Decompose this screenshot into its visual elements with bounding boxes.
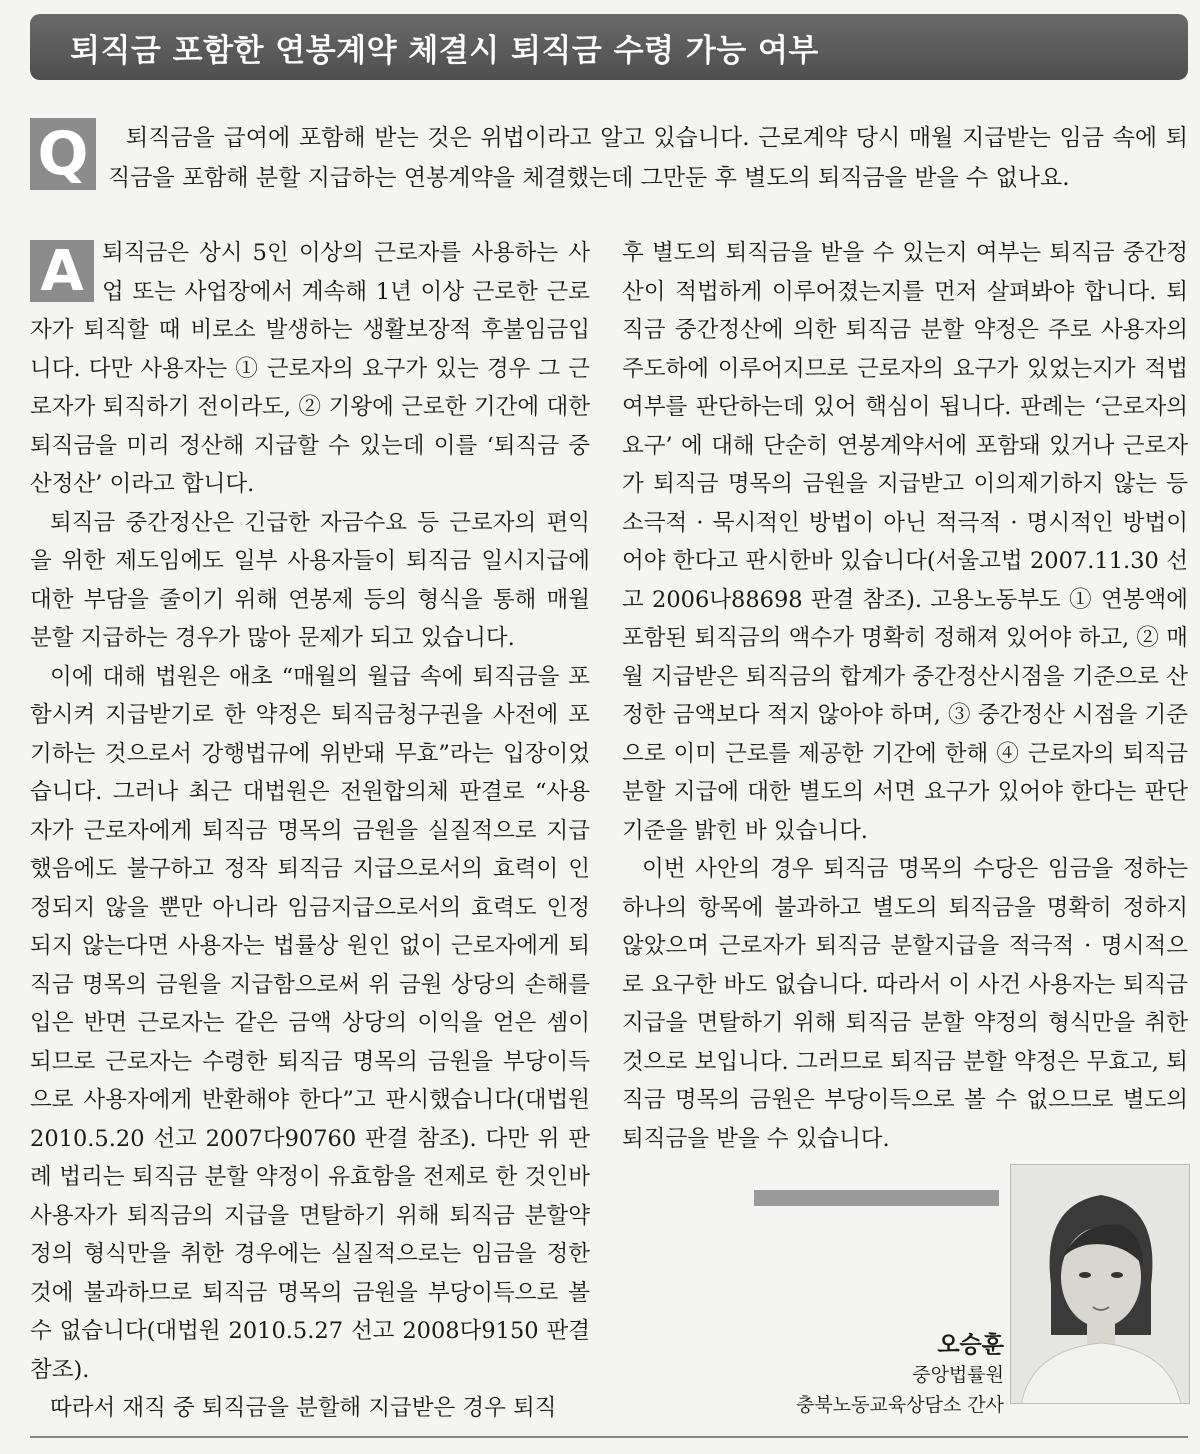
author-name: 오승훈: [937, 1332, 1004, 1358]
answer-paragraph: 이번 사안의 경우 퇴직금 명목의 수당은 임금을 정하는 하나의 항목에 불과하고 별도의 퇴직금을 명확히 정하지 않았으며 근로자가 퇴직금 분할지급을 적극적 · 명시적으로 요구한 바도 없습니다. 따라서 이 사건 사용자는 퇴직금 지급을 면탈하기 위해 퇴직금 분할 약정의 형식만을 취한 것으로 보입니다. 그러므로 퇴직금 분할 약정은 무효고, 퇴직금 명목의 금원은 부당이득으로 볼 수 없으므로 별도의 퇴직금을 받을 수 있습니다.: [622, 856, 1188, 1152]
a-badge-spacer: [30, 234, 102, 304]
answer-column-left: [30, 234, 590, 1428]
answer-paragraph: 따라서 재직 중 퇴직금을 분할해 지급받은 경우 퇴직: [50, 1395, 557, 1421]
answer-paragraph: 후 별도의 퇴직금을 받을 수 있는지 여부는 퇴직금 중간정산이 적법하게 이루어졌는지를 먼저 살펴봐야 합니다. 퇴직금 중간정산에 의한 퇴직금 분할 약정은 주로 사용자의 주도하에 이루어지므로 근로자의 요구가 있었는지가 적법 여부를 판단하는데 있어 핵심이 됩니다. 판례는 ‘근로자의 요구’ 에 대해 단순히 연봉계약서에 포함돼 있거나 근로자가 퇴직금 명목의 금원을 지급받고 이의제기하지 않는 등 소극적 · 묵시적인 방법이 아닌 적극적 · 명시적인 방법이어야 한다고 판시한바 있습니다(서울고법 2007.11.30 선고 2006나88698 판결 참조). 고용노동부도 ① 연봉액에 포함된 퇴직금의 액수가 명확히 정해져 있어야 하고, ② 매월 지급받은 퇴직금의 합계가 중간정산시점을 기준으로 산정한 금액보다 적지 않아야 하며, ③ 중간정산 시점을 기준으로 이미 근로를 제공한 기간에 한해 ④ 근로자의 퇴직금 분할 지급에 대한 별도의 서면 요구가 있어야 한다는 판단기준을 밝힌 바 있습니다.: [622, 240, 1188, 844]
answer-paragraph: 퇴직금 중간정산은 긴급한 자금수요 등 근로자의 편익을 위한 제도임에도 일부 사용자들이 퇴직금 일시지급에 대한 부담을 줄이기 위해 연봉제 등의 형식을 통해 매월 분할 지급하는 경우가 많아 문제가 되고 있습니다.: [30, 509, 590, 651]
author-divider: [754, 1190, 999, 1206]
author-role: 충북노동교육상담소 간사: [796, 1394, 1004, 1416]
author-info: [796, 1330, 1004, 1420]
portrait-illustration: [1011, 1165, 1190, 1404]
article-title: 퇴직금 포함한 연봉계약 체결시 퇴직금 수령 가능 여부: [70, 32, 819, 69]
a-badge: A: [30, 240, 94, 302]
answer-paragraph: 퇴직금은 상시 5인 이상의 근로자를 사용하는 사업 또는 사업장에서 계속해 1년 이상 근로한 근로자가 퇴직할 때 비로소 발생하는 생활보장적 후불임금입니다. 다만 사용자는 ① 근로자의 요구가 있는 경우 그 근로자가 퇴직하기 전이라도, ② 기왕에 근로한 기간에 대한 퇴직금을 미리 정산해 지급할 수 있는데 이를 ‘퇴직금 중산정산’ 이라고 합니다.: [30, 240, 590, 497]
answer-paragraph: 이에 대해 법원은 애초 “매월의 월급 속에 퇴직금을 포함시켜 지급받기로 한 약정은 퇴직금청구권을 사전에 포기하는 것으로서 강행법규에 위반돼 무효”라는 입장이었습니다. 그러나 최근 대법원은 전원합의체 판결로 “사용자가 근로자에게 퇴직금 명목의 금원을 실질적으로 지급했음에도 불구하고 정작 퇴직금 지급으로서의 효력이 인정되지 않을 뿐만 아니라 임금지급으로서의 효력도 인정되지 않는다면 사용자는 법률상 원인 없이 근로자에게 퇴직금 명목의 금원을 지급함으로써 위 금원 상당의 손해를 입은 반면 근로자는 같은 금액 상당의 이익을 얻은 셈이 되므로 근로자는 수령한 퇴직금 명목의 금원을 부당이득으로 사용자에게 반환해야 한다”고 판시했습니다(대법원 2010.5.20 선고 2007다90760 판결 참조). 다만 위 판례 법리는 퇴직금 분할 약정이 유효함을 전제로 한 것인바 사용자가 퇴직금의 지급을 면탈하기 위해 퇴직금 분할약정의 형식만을 취한 경우에는 실질적으로는 임금을 정한 것에 불과하므로 퇴직금 명목의 금원을 부당이득으로 볼 수 없습니다(대법원 2010.5.27 선고 2008다9150 판결 참조).: [30, 663, 590, 1383]
author-photo: [1010, 1164, 1190, 1404]
answer-column-right: [622, 234, 1188, 1158]
title-banner: [30, 14, 1188, 80]
question-text: 퇴직금을 급여에 포함해 받는 것은 위법이라고 알고 있습니다. 근로계약 당시 매월 지급받는 임금 속에 퇴직금을 포함해 분할 지급하는 연봉계약을 체결했는데 그만둔 후 별도의 퇴직금을 받을 수 없나요.: [108, 125, 1188, 191]
author-org: 중앙법률원: [912, 1364, 1004, 1386]
q-badge: Q: [30, 118, 96, 190]
bottom-rule: [30, 1436, 1188, 1438]
